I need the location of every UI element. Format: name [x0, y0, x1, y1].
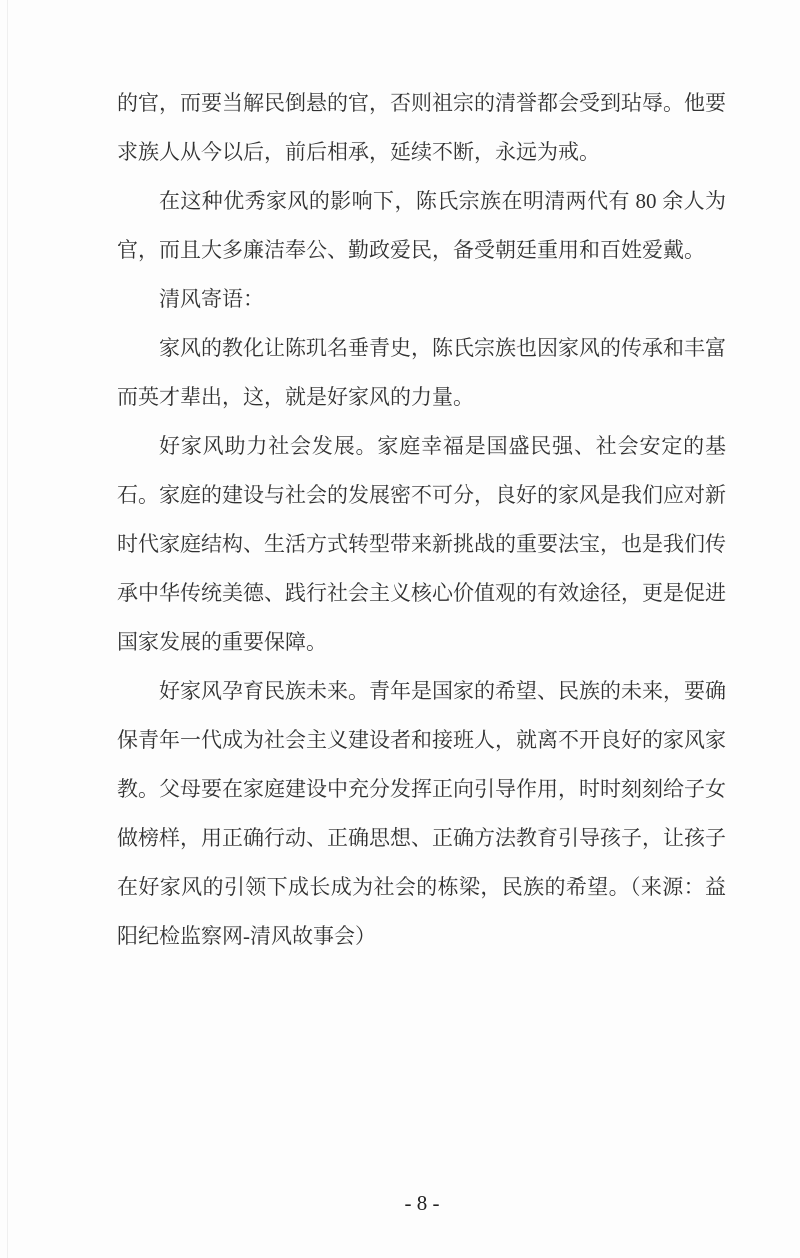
paragraph: 好家风助力社会发展。家庭幸福是国盛民强、社会安定的基石。家庭的建设与社会的发展密不可分，良好的家风是我们应对新时代家庭结构、生活方式转型带来新挑战的重要法宝，也是我们传承中华传统美德、践行社会主义核心价值观的有效途径，更是促进国家发展的重要保障。 — [117, 434, 726, 654]
page-number: - 8 - — [404, 1191, 440, 1215]
scan-edge-line — [7, 0, 8, 1258]
paragraph-continuation: 的官，而要当解民倒悬的官，否则祖宗的清誉都会受到玷辱。他要求族人从今以后，前后相承，延续不断，永远为戒。 — [117, 91, 726, 164]
paragraph: 在这种优秀家风的影响下，陈氏宗族在明清两代有 80 余人为官，而且大多廉洁奉公、勤政爱民，备受朝廷重用和百姓爱戴。 — [117, 189, 726, 262]
document-text-body — [117, 79, 726, 961]
paragraph-qingfeng-heading: 清风寄语： — [159, 287, 264, 311]
paragraph: 好家风孕育民族未来。青年是国家的希望、民族的未来，要确保青年一代成为社会主义建设者和接班人，就离不开良好的家风家教。父母要在家庭建设中充分发挥正向引导作用，时时刻刻给子女做榜样，用正确行动、正确思想、正确方法教育引导孩子，让孩子在好家风的引领下成长成为社会的栋梁，民族的希望。（来源：益阳纪检监察网-清风故事会） — [117, 679, 726, 948]
paragraph: 家风的教化让陈玑名垂青史，陈氏宗族也因家风的传承和丰富而英才辈出，这，就是好家风的力量。 — [117, 336, 726, 409]
